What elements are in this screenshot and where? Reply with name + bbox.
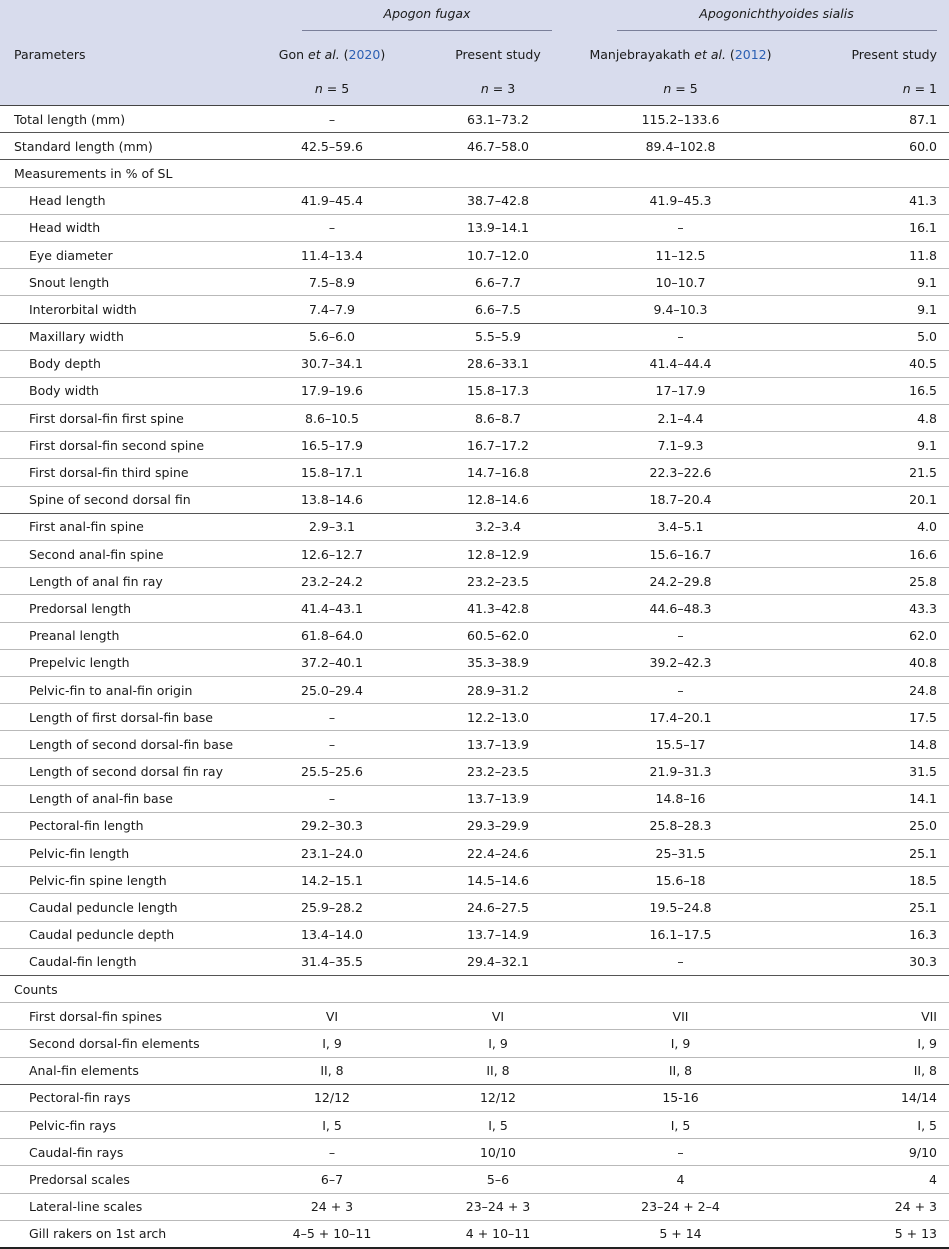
cell-value: –: [240, 106, 402, 133]
row-label: Maxillary width: [0, 323, 240, 350]
table-row: [0, 160, 949, 187]
cell-value: 21.5: [787, 459, 949, 486]
group-apogon-fugax: Apogon fugax: [240, 0, 554, 36]
table-row: [0, 731, 949, 758]
cell-value: 41.3–42.8: [402, 595, 554, 622]
cell-value: 89.4–102.8: [554, 133, 787, 160]
row-label: Counts: [0, 976, 240, 1003]
citation-link-2012[interactable]: 2012: [734, 46, 767, 62]
cell-value: 60.5–62.0: [402, 622, 554, 649]
cell-value: I, 5: [787, 1111, 949, 1138]
cell-value: 25.1: [787, 894, 949, 921]
cell-value: 41.9–45.3: [554, 187, 787, 214]
row-label: Predorsal scales: [0, 1166, 240, 1193]
cell-value: 16.5: [787, 377, 949, 404]
row-label: Prepelvic length: [0, 649, 240, 676]
row-label: Pectoral-fin length: [0, 812, 240, 839]
cell-value: 29.3–29.9: [402, 812, 554, 839]
table-row: [0, 1193, 949, 1220]
cell-value: 21.9–31.3: [554, 758, 787, 785]
table-row: [0, 758, 949, 785]
cell-value: 25.0–29.4: [240, 676, 402, 703]
table-row: [0, 377, 949, 404]
row-label: First dorsal-fin spines: [0, 1003, 240, 1030]
row-label: Standard length (mm): [0, 133, 240, 160]
row-label: Snout length: [0, 269, 240, 296]
cell-value: 5.6–6.0: [240, 323, 402, 350]
cell-value: 25.5–25.6: [240, 758, 402, 785]
row-label: First dorsal-fin second spine: [0, 432, 240, 459]
cell-value: 24.6–27.5: [402, 894, 554, 921]
cell-value: 19.5–24.8: [554, 894, 787, 921]
table-row: [0, 921, 949, 948]
row-label: Head width: [0, 214, 240, 241]
cell-value: 15.5–17: [554, 731, 787, 758]
cell-value: 13.7–14.9: [402, 921, 554, 948]
row-label: Caudal peduncle depth: [0, 921, 240, 948]
row-label: Preanal length: [0, 622, 240, 649]
row-label: Interorbital width: [0, 296, 240, 323]
cell-value: 31.4–35.5: [240, 948, 402, 975]
cell-value: 10–10.7: [554, 269, 787, 296]
citation-link-2020[interactable]: 2020: [348, 46, 381, 62]
row-label: Caudal-fin rays: [0, 1139, 240, 1166]
cell-value: 15.8–17.1: [240, 459, 402, 486]
cell-value: 43.3: [787, 595, 949, 622]
row-label: Body width: [0, 377, 240, 404]
col-present-study-fugax: Present study: [402, 36, 554, 72]
row-label: Anal-fin elements: [0, 1057, 240, 1084]
table-row: [0, 812, 949, 839]
col-manjebrayakath-2012: Manjebrayakath et al. (2012): [554, 36, 787, 72]
table-row: [0, 459, 949, 486]
column-header-row: [0, 36, 949, 72]
cell-value: 3.4–5.1: [554, 513, 787, 540]
cell-value: –: [554, 948, 787, 975]
cell-value: 25.9–28.2: [240, 894, 402, 921]
cell-value: 4: [787, 1166, 949, 1193]
cell-value: [787, 160, 949, 187]
cell-value: 22.4–24.6: [402, 840, 554, 867]
cell-value: –: [240, 214, 402, 241]
cell-value: 41.4–44.4: [554, 350, 787, 377]
row-label: Eye diameter: [0, 241, 240, 268]
table-row: [0, 785, 949, 812]
cell-value: 24 + 3: [240, 1193, 402, 1220]
cell-value: 15-16: [554, 1084, 787, 1111]
cell-value: 6–7: [240, 1166, 402, 1193]
cell-value: II, 8: [402, 1057, 554, 1084]
table-row: [0, 894, 949, 921]
cell-value: 5.5–5.9: [402, 323, 554, 350]
row-label: Caudal peduncle length: [0, 894, 240, 921]
table-row: [0, 676, 949, 703]
cell-value: 12/12: [240, 1084, 402, 1111]
cell-value: 39.2–42.3: [554, 649, 787, 676]
table-row: [0, 1220, 949, 1248]
table-row: [0, 106, 949, 133]
cell-value: 28.9–31.2: [402, 676, 554, 703]
row-label: Pelvic-fin rays: [0, 1111, 240, 1138]
cell-value: I, 9: [554, 1030, 787, 1057]
cell-value: [554, 160, 787, 187]
cell-value: 115.2–133.6: [554, 106, 787, 133]
table-row: [0, 649, 949, 676]
cell-value: 9.4–10.3: [554, 296, 787, 323]
cell-value: 15.8–17.3: [402, 377, 554, 404]
cell-value: 9/10: [787, 1139, 949, 1166]
cell-value: 87.1: [787, 106, 949, 133]
cell-value: [402, 976, 554, 1003]
cell-value: 14/14: [787, 1084, 949, 1111]
cell-value: 16.1–17.5: [554, 921, 787, 948]
table-row: [0, 405, 949, 432]
table-row: [0, 513, 949, 540]
cell-value: 40.5: [787, 350, 949, 377]
table-row: [0, 133, 949, 160]
row-label: Length of second dorsal-fin base: [0, 731, 240, 758]
cell-value: 10.7–12.0: [402, 241, 554, 268]
cell-value: 24 + 3: [787, 1193, 949, 1220]
row-label: First dorsal-fin third spine: [0, 459, 240, 486]
cell-value: VI: [240, 1003, 402, 1030]
row-label: Caudal-fin length: [0, 948, 240, 975]
row-label: First anal-fin spine: [0, 513, 240, 540]
row-label: Head length: [0, 187, 240, 214]
table-row: [0, 541, 949, 568]
cell-value: 18.5: [787, 867, 949, 894]
cell-value: 46.7–58.0: [402, 133, 554, 160]
col-gon-2020: Gon et al. (2020): [240, 36, 402, 72]
cell-value: [787, 976, 949, 1003]
cell-value: VI: [402, 1003, 554, 1030]
cell-value: 16.5–17.9: [240, 432, 402, 459]
cell-value: 12.8–14.6: [402, 486, 554, 513]
col-parameters: Parameters: [0, 36, 240, 72]
cell-value: 16.6: [787, 541, 949, 568]
cell-value: 5 + 13: [787, 1220, 949, 1248]
cell-value: 16.3: [787, 921, 949, 948]
cell-value: –: [240, 731, 402, 758]
cell-value: 13.7–13.9: [402, 785, 554, 812]
cell-value: 9.1: [787, 432, 949, 459]
n-manjebrayakath: n = 5: [554, 72, 787, 106]
cell-value: 4.0: [787, 513, 949, 540]
cell-value: 62.0: [787, 622, 949, 649]
cell-value: 17.9–19.6: [240, 377, 402, 404]
cell-value: 23.2–24.2: [240, 568, 402, 595]
cell-value: 42.5–59.6: [240, 133, 402, 160]
cell-value: 61.8–64.0: [240, 622, 402, 649]
table-row: [0, 867, 949, 894]
cell-value: 11.8: [787, 241, 949, 268]
cell-value: 38.7–42.8: [402, 187, 554, 214]
cell-value: 5.0: [787, 323, 949, 350]
table-row: [0, 595, 949, 622]
cell-value: 22.3–22.6: [554, 459, 787, 486]
cell-value: I, 9: [240, 1030, 402, 1057]
cell-value: 17–17.9: [554, 377, 787, 404]
cell-value: 13.8–14.6: [240, 486, 402, 513]
cell-value: 35.3–38.9: [402, 649, 554, 676]
cell-value: 15.6–16.7: [554, 541, 787, 568]
cell-value: 29.2–30.3: [240, 812, 402, 839]
table-row: [0, 948, 949, 975]
cell-value: I, 5: [554, 1111, 787, 1138]
row-label: Pelvic-fin length: [0, 840, 240, 867]
cell-value: 7.1–9.3: [554, 432, 787, 459]
table-row: [0, 432, 949, 459]
cell-value: 3.2–3.4: [402, 513, 554, 540]
cell-value: 11–12.5: [554, 241, 787, 268]
n-present-fugax: n = 3: [402, 72, 554, 106]
cell-value: 6.6–7.7: [402, 269, 554, 296]
cell-value: 23.2–23.5: [402, 568, 554, 595]
cell-value: –: [554, 676, 787, 703]
row-label: Predorsal length: [0, 595, 240, 622]
cell-value: 14.8: [787, 731, 949, 758]
cell-value: 12.6–12.7: [240, 541, 402, 568]
table-row: [0, 976, 949, 1003]
table-row: [0, 1111, 949, 1138]
row-label: Spine of second dorsal fin: [0, 486, 240, 513]
table-row: [0, 486, 949, 513]
cell-value: 31.5: [787, 758, 949, 785]
cell-value: 14.8–16: [554, 785, 787, 812]
cell-value: 17.4–20.1: [554, 704, 787, 731]
cell-value: 8.6–8.7: [402, 405, 554, 432]
cell-value: 16.1: [787, 214, 949, 241]
cell-value: 7.4–7.9: [240, 296, 402, 323]
cell-value: 9.1: [787, 269, 949, 296]
table-row: [0, 1057, 949, 1084]
table-row: [0, 622, 949, 649]
cell-value: 60.0: [787, 133, 949, 160]
cell-value: 12/12: [402, 1084, 554, 1111]
row-label: Length of anal-fin base: [0, 785, 240, 812]
table-row: [0, 214, 949, 241]
table-row: [0, 1139, 949, 1166]
cell-value: 37.2–40.1: [240, 649, 402, 676]
cell-value: –: [240, 704, 402, 731]
cell-value: 17.5: [787, 704, 949, 731]
n-gon: n = 5: [240, 72, 402, 106]
cell-value: 2.9–3.1: [240, 513, 402, 540]
row-label: Total length (mm): [0, 106, 240, 133]
sample-size-row: [0, 72, 949, 106]
table-row: [0, 840, 949, 867]
row-label: Measurements in % of SL: [0, 160, 240, 187]
cell-value: I, 5: [402, 1111, 554, 1138]
cell-value: 41.4–43.1: [240, 595, 402, 622]
cell-value: 24.8: [787, 676, 949, 703]
row-label: Pelvic-fin spine length: [0, 867, 240, 894]
cell-value: II, 8: [554, 1057, 787, 1084]
cell-value: 4 + 10–11: [402, 1220, 554, 1248]
table-row: [0, 1084, 949, 1111]
row-label: Body depth: [0, 350, 240, 377]
cell-value: II, 8: [787, 1057, 949, 1084]
row-label: Pectoral-fin rays: [0, 1084, 240, 1111]
cell-value: 25.0: [787, 812, 949, 839]
table-body: [0, 106, 949, 1248]
cell-value: –: [554, 323, 787, 350]
table-row: [0, 1030, 949, 1057]
group-apogonichthyoides-sialis: Apogonichthyoides sialis: [554, 0, 949, 36]
cell-value: –: [240, 1139, 402, 1166]
row-label: Lateral-line scales: [0, 1193, 240, 1220]
table-row: [0, 1003, 949, 1030]
cell-value: 25–31.5: [554, 840, 787, 867]
cell-value: 7.5–8.9: [240, 269, 402, 296]
cell-value: 25.8: [787, 568, 949, 595]
cell-value: I, 9: [787, 1030, 949, 1057]
cell-value: 41.9–45.4: [240, 187, 402, 214]
cell-value: [240, 160, 402, 187]
cell-value: 11.4–13.4: [240, 241, 402, 268]
cell-value: 14.1: [787, 785, 949, 812]
table-row: [0, 187, 949, 214]
cell-value: 30.3: [787, 948, 949, 975]
cell-value: 5–6: [402, 1166, 554, 1193]
cell-value: 23–24 + 2–4: [554, 1193, 787, 1220]
cell-value: 40.8: [787, 649, 949, 676]
table-row: [0, 350, 949, 377]
cell-value: 12.2–13.0: [402, 704, 554, 731]
row-label: Pelvic-fin to anal-fin origin: [0, 676, 240, 703]
cell-value: 5 + 14: [554, 1220, 787, 1248]
table-row: [0, 704, 949, 731]
col-present-study-sialis: Present study: [787, 36, 949, 72]
cell-value: 13.9–14.1: [402, 214, 554, 241]
cell-value: 2.1–4.4: [554, 405, 787, 432]
cell-value: 63.1–73.2: [402, 106, 554, 133]
cell-value: 14.7–16.8: [402, 459, 554, 486]
cell-value: [402, 160, 554, 187]
cell-value: 14.5–14.6: [402, 867, 554, 894]
table-row: [0, 323, 949, 350]
row-label: Length of first dorsal-fin base: [0, 704, 240, 731]
cell-value: 10/10: [402, 1139, 554, 1166]
cell-value: [554, 976, 787, 1003]
cell-value: VII: [554, 1003, 787, 1030]
cell-value: 25.1: [787, 840, 949, 867]
table-row: [0, 568, 949, 595]
cell-value: 20.1: [787, 486, 949, 513]
table-row: [0, 296, 949, 323]
cell-value: I, 9: [402, 1030, 554, 1057]
cell-value: 23.1–24.0: [240, 840, 402, 867]
row-label: Gill rakers on 1st arch: [0, 1220, 240, 1248]
cell-value: 12.8–12.9: [402, 541, 554, 568]
cell-value: 41.3: [787, 187, 949, 214]
cell-value: 18.7–20.4: [554, 486, 787, 513]
cell-value: 4.8: [787, 405, 949, 432]
cell-value: VII: [787, 1003, 949, 1030]
cell-value: 8.6–10.5: [240, 405, 402, 432]
cell-value: 44.6–48.3: [554, 595, 787, 622]
cell-value: [240, 976, 402, 1003]
table-row: [0, 269, 949, 296]
cell-value: 28.6–33.1: [402, 350, 554, 377]
row-label: First dorsal-fin first spine: [0, 405, 240, 432]
row-label: Length of second dorsal fin ray: [0, 758, 240, 785]
cell-value: 13.4–14.0: [240, 921, 402, 948]
cell-value: 16.7–17.2: [402, 432, 554, 459]
cell-value: 6.6–7.5: [402, 296, 554, 323]
cell-value: I, 5: [240, 1111, 402, 1138]
group-header-row: [0, 0, 949, 36]
cell-value: –: [554, 1139, 787, 1166]
cell-value: 29.4–32.1: [402, 948, 554, 975]
cell-value: –: [240, 785, 402, 812]
row-label: Second dorsal-fin elements: [0, 1030, 240, 1057]
cell-value: II, 8: [240, 1057, 402, 1084]
cell-value: 13.7–13.9: [402, 731, 554, 758]
cell-value: 24.2–29.8: [554, 568, 787, 595]
cell-value: 23.2–23.5: [402, 758, 554, 785]
cell-value: 30.7–34.1: [240, 350, 402, 377]
n-present-sialis: n = 1: [787, 72, 949, 106]
cell-value: 4: [554, 1166, 787, 1193]
cell-value: –: [554, 622, 787, 649]
cell-value: 9.1: [787, 296, 949, 323]
cell-value: 23–24 + 3: [402, 1193, 554, 1220]
cell-value: 15.6–18: [554, 867, 787, 894]
row-label: Second anal-fin spine: [0, 541, 240, 568]
cell-value: –: [554, 214, 787, 241]
cell-value: 25.8–28.3: [554, 812, 787, 839]
table-row: [0, 241, 949, 268]
cell-value: 4–5 + 10–11: [240, 1220, 402, 1248]
table-row: [0, 1166, 949, 1193]
cell-value: 14.2–15.1: [240, 867, 402, 894]
row-label: Length of anal fin ray: [0, 568, 240, 595]
